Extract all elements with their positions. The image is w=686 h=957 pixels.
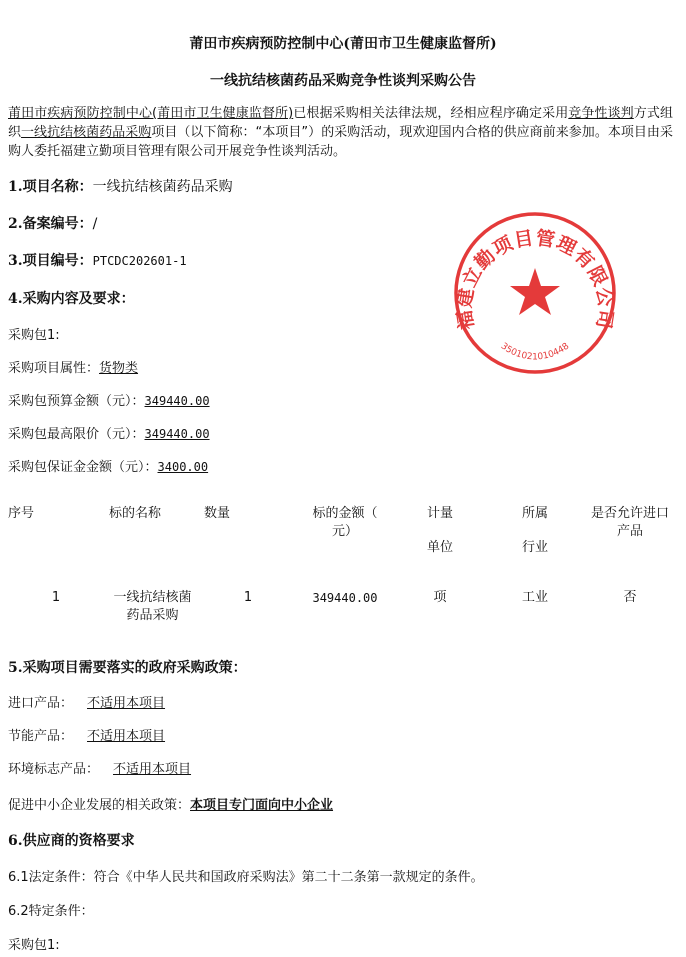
section-3: 3.项目编号：PTCDC202601-1 bbox=[8, 253, 187, 269]
deposit-value: 3400.00 bbox=[157, 460, 209, 474]
import-policy-value: 不适用本项目 bbox=[87, 696, 166, 711]
table-row-import: 否 bbox=[623, 590, 637, 605]
import-policy-line: 进口产品： 不适用本项目 bbox=[8, 692, 171, 711]
section-2: 2.备案编号：/ bbox=[8, 216, 98, 232]
max-price-value: 349440.00 bbox=[144, 427, 210, 441]
qualification-6-1: 6.1法定条件：符合《中华人民共和国政府采购法》第二十二条第一款规定的条件。 bbox=[8, 870, 484, 885]
project-number-value: PTCDC202601-1 bbox=[92, 254, 187, 268]
energy-policy-value: 不适用本项目 bbox=[87, 729, 166, 744]
sme-policy-line: 促进中小企业发展的相关政策：本项目专门面向中小企业 bbox=[8, 798, 334, 813]
company-seal bbox=[452, 210, 618, 376]
seal-star-icon bbox=[510, 268, 560, 315]
intro-paragraph: 莆田市疾病预防控制中心(莆田市卫生健康监督所)已根据采购相关法律法规，经相应程序确定采用竞争性谈判方式组织一线抗结核菌药品采购项目（以下简称：“本项目”）的采购活动，现欢迎国内合格的供应商前来参加。本项目由采购人委托福建立勤项目管理有限公司开展竞争性谈判活动。 bbox=[8, 106, 673, 159]
section-1: 1.项目名称：一线抗结核菌药品采购 bbox=[8, 179, 233, 195]
th-import: 是否允许进口 产品 bbox=[590, 506, 669, 539]
filing-number-value: / bbox=[92, 216, 98, 232]
table-row-amount: 349440.00 bbox=[312, 591, 378, 605]
th-amount: 标的金额（ 元） bbox=[312, 506, 378, 539]
intro-project: 一线抗结核菌药品采购 bbox=[21, 125, 152, 140]
attr-value: 货物类 bbox=[99, 361, 139, 376]
table-row-unit: 项 bbox=[433, 590, 447, 605]
energy-policy-line: 节能产品： 不适用本项目 bbox=[8, 725, 189, 744]
table-row-qty: 1 bbox=[243, 590, 253, 605]
section-4: 4.采购内容及要求： bbox=[8, 291, 135, 307]
page-title: 莆田市疾病预防控制中心(莆田市卫生健康监督所) bbox=[189, 36, 497, 52]
intro-method: 竞争性谈判 bbox=[568, 106, 634, 121]
table-row-industry: 工业 bbox=[521, 590, 548, 605]
qualification-6-2: 6.2特定条件： bbox=[8, 904, 94, 919]
th-no: 序号 bbox=[8, 506, 35, 521]
attr-line: 采购项目属性：货物类 bbox=[8, 361, 139, 376]
th-qty: 数量 bbox=[203, 506, 230, 521]
section-5: 5.采购项目需要落实的政府采购政策： bbox=[8, 660, 247, 676]
package-label: 采购包1: bbox=[8, 328, 60, 343]
budget-line: 采购包预算金额（元）：349440.00 bbox=[8, 394, 210, 409]
deposit-line: 采购包保证金金额（元）：3400.00 bbox=[8, 460, 209, 475]
seal-name: 福建立勤项目管理有限公司 bbox=[453, 227, 617, 332]
intro-org: 莆田市疾病预防控制中心(莆田市卫生健康监督所) bbox=[8, 106, 294, 121]
sme-policy-value: 本项目专门面向中小企业 bbox=[190, 798, 334, 813]
env-policy-line: 环境标志产品： 不适用本项目 bbox=[8, 762, 192, 777]
project-name-value: 一线抗结核菌药品采购 bbox=[92, 179, 233, 195]
budget-value: 349440.00 bbox=[144, 394, 210, 408]
seal-code: 3501021010448 bbox=[498, 341, 572, 363]
max-price-line: 采购包最高限价（元）：349440.00 bbox=[8, 427, 210, 442]
th-unit: 计量 单位 bbox=[426, 506, 453, 555]
env-policy-value: 不适用本项目 bbox=[113, 762, 192, 777]
table-row-no: 1 bbox=[51, 590, 61, 605]
package-label-2: 采购包1: bbox=[8, 938, 60, 953]
th-industry: 所属 行业 bbox=[521, 506, 548, 555]
page-subtitle: 一线抗结核菌药品采购竞争性谈判采购公告 bbox=[210, 73, 476, 89]
section-6: 6.供应商的资格要求 bbox=[8, 833, 135, 849]
th-name: 标的名称 bbox=[108, 506, 161, 521]
table-row-name: 一线抗结核菌 药品采购 bbox=[113, 590, 192, 623]
